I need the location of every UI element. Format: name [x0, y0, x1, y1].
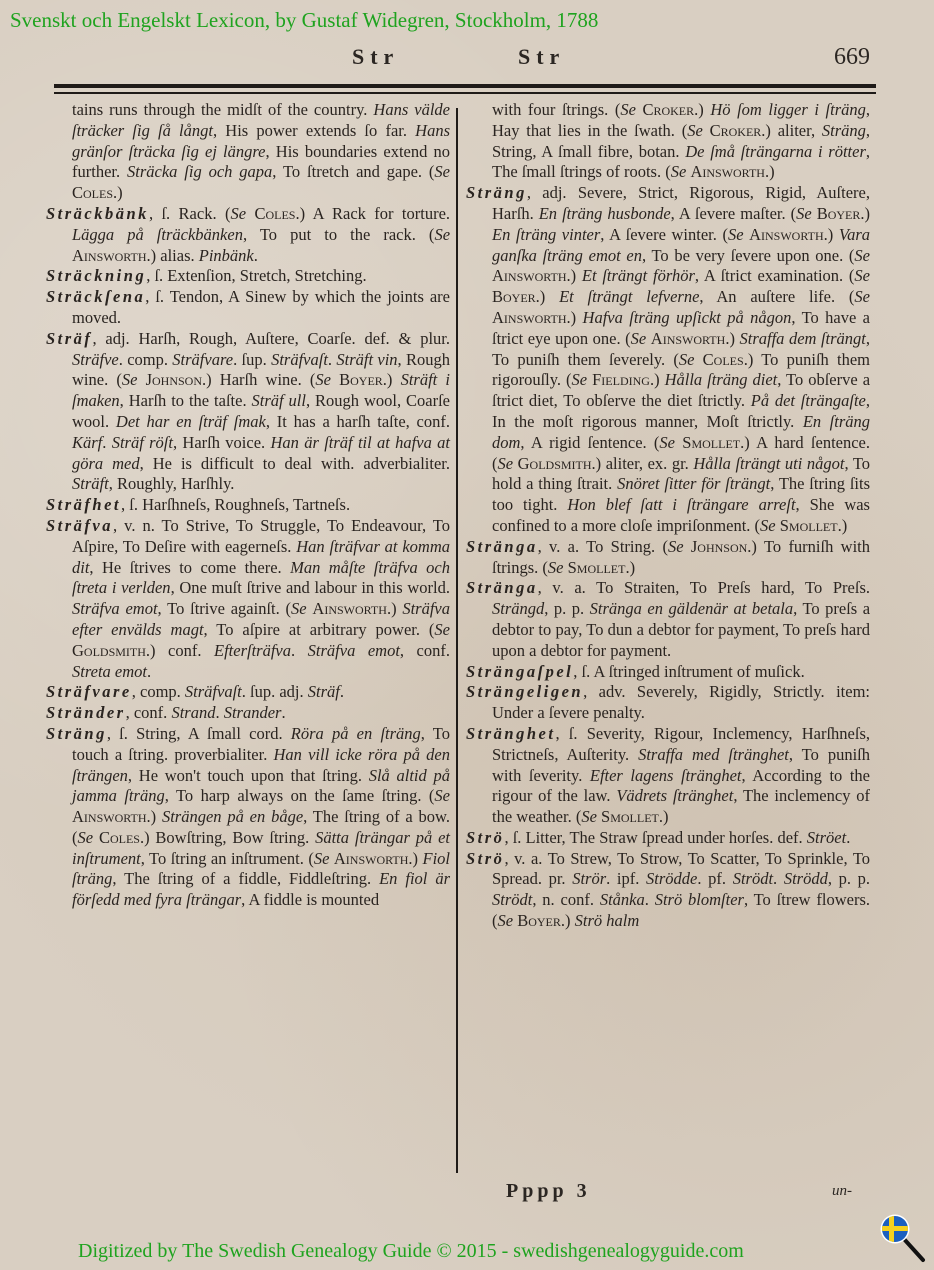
definition-text: , v. a. To Straiten, To Preſs hard, To Preſs.: [537, 578, 870, 598]
source-reference: Ainsworth: [690, 162, 765, 182]
definition-text: .) To puniſh them rigorouſly. (: [492, 349, 870, 390]
swedish-phrase: Röra på en ſträng: [290, 723, 421, 743]
swedish-phrase: Sträf röſt: [111, 432, 173, 452]
definition-text: .): [382, 370, 401, 390]
swedish-phrase: Hans välde ſträcker ſig ſå långt: [72, 100, 450, 140]
definition-text: .) Harſh wine. (: [202, 370, 316, 390]
definition-text: , ſ. Severity, Rigour, Inclemency, Harſhneſs, Strictneſs, Auſterity.: [492, 723, 870, 764]
source-reference: Boyer: [492, 287, 536, 307]
definition-text: .: [846, 827, 851, 847]
dictionary-entry: [466, 724, 870, 828]
swedish-phrase: Vara ganſka ſträng emot en: [492, 224, 871, 265]
swedish-phrase: Strör: [572, 869, 607, 889]
source-reference: Boyer: [517, 911, 561, 931]
headword: Strängeligen: [466, 682, 584, 702]
definition-text: , The inclemency of the weather. (: [492, 786, 870, 827]
source-reference: Smollet: [682, 432, 741, 452]
headword: Sträfvare: [46, 682, 132, 702]
definition-text: , To touch a ſtring. proverbialiter.: [72, 723, 450, 764]
definition-text: .): [146, 807, 162, 827]
headword: Stränga: [466, 578, 538, 598]
swedish-phrase: Sträft: [72, 474, 109, 494]
swedish-phrase: Man måſte ſträfva och ſtreta i verlden: [72, 557, 450, 598]
swedish-phrase: Stånka: [599, 890, 645, 910]
dictionary-entry: [466, 662, 870, 683]
definition-text: , To hold a thing ſtrait.: [492, 453, 871, 494]
dictionary-entry: [46, 329, 450, 495]
swedish-phrase: Se: [620, 100, 636, 119]
definition-text: , ſ. Rack. (: [148, 203, 231, 223]
definition-text: , adv. Severely, Rigidly, Strictly. item: Under a ſevere penalty.: [492, 682, 870, 723]
swedish-phrase: Streta emot: [72, 661, 147, 681]
definition-text: , ſ. Tendon, A Sinew by which the joints are moved.: [72, 287, 450, 327]
dictionary-entry: [466, 578, 870, 661]
definition-text: .: [281, 703, 286, 723]
source-reference: Goldsmith: [517, 453, 592, 473]
source-reference: Coles: [72, 183, 114, 203]
headword: Stränga: [466, 536, 538, 556]
source-reference: Ainsworth: [312, 599, 387, 619]
definition-text: tains runs through the midſt of the country.: [72, 100, 374, 119]
definition-text: , The ſtring of a bow. (: [72, 807, 451, 847]
source-reference: Boyer: [339, 370, 383, 390]
definition-text: , An auſtere life. (: [699, 287, 855, 307]
source-reference: Smollet: [601, 807, 659, 827]
headword: Sträfva: [46, 515, 113, 535]
swedish-phrase: Pinbänk: [198, 245, 254, 265]
swedish-phrase: Han ſträfvar at komma dit: [72, 536, 450, 577]
definition-text: .): [408, 848, 423, 868]
definition-text: , The ſtring ſits too tight.: [492, 474, 871, 515]
definition-text: , A rigid ſentence. (: [520, 432, 660, 452]
swedish-phrase: Snöret ſitter för ſträngt: [617, 474, 771, 494]
definition-text: [703, 121, 710, 140]
definition-text: , conf.: [399, 640, 450, 660]
swedish-phrase: Fiol ſträng: [72, 848, 451, 889]
swedish-phrase: Hö ſom ligger i ſträng: [710, 100, 866, 119]
swedish-phrase: Strödde: [646, 869, 698, 889]
swedish-phrase: Vädrets ſtränghet: [616, 786, 734, 806]
definition-text: .): [113, 183, 123, 203]
definition-text: [694, 350, 702, 369]
swedish-phrase: Strander: [223, 703, 282, 723]
definition-text: . pf.: [697, 869, 733, 889]
definition-text: .): [566, 307, 583, 327]
definition-text: , ſ. Extenſion, Stretch, Stretching.: [146, 266, 367, 286]
definition-text: , v. a. To String. (: [537, 536, 668, 556]
definition-text: . ſup. adj.: [241, 682, 308, 702]
source-reference: Ainsworth: [749, 224, 824, 244]
definition-text: , To puniſh with ſeverity.: [492, 744, 870, 785]
dictionary-entry: [466, 682, 870, 724]
swedish-phrase: Se: [313, 848, 330, 868]
source-reference: Ainsworth: [72, 807, 147, 827]
definition-text: , One muſt ſtrive and labour in this world.: [170, 578, 450, 598]
definition-text: , Rough wine. (: [72, 349, 450, 390]
source-reference: Fielding: [592, 370, 650, 390]
swedish-phrase: Efterſträfva: [214, 640, 292, 660]
definition-text: , p. p.: [544, 599, 590, 619]
source-reference: Ainsworth: [333, 848, 409, 868]
definition-text: .) A Rack for torture.: [295, 203, 451, 223]
swedish-phrase: Se: [687, 120, 703, 140]
definition-text: with four ſtrings. (: [492, 100, 621, 119]
definition-text: .) A hard ſentence. (: [492, 432, 871, 473]
definition-text: .) To furniſh with ſtrings. (: [492, 536, 871, 577]
definition-text: , ſ. A ſtringed inſtrument of muſick.: [573, 661, 805, 681]
headword: Strängaſpel: [466, 661, 574, 681]
swedish-phrase: Se: [434, 619, 450, 639]
swedish-phrase: Sträng: [821, 120, 866, 140]
definition-text: .): [725, 328, 740, 348]
definition-text: .: [327, 349, 337, 369]
definition-text: , To be very ſevere upon one. (: [641, 245, 855, 265]
swedish-phrase: Se: [854, 287, 870, 307]
source-reference: Croker: [642, 100, 695, 119]
headword: Stränder: [46, 703, 126, 723]
entry-continuation: [466, 100, 870, 183]
swedish-phrase: Se: [497, 453, 514, 473]
swedish-phrase: Sträf ull: [251, 391, 306, 411]
definition-text: [331, 370, 339, 389]
swedish-phrase: Strand: [171, 703, 216, 723]
definition-text: , v. a. To Strew, To Strow, To Scatter, To Sprinkle, To Spread. pr.: [492, 848, 870, 889]
left-column: [46, 100, 450, 911]
headword: Sträckſena: [46, 287, 146, 307]
definition-text: , To ſtrew flowers. (: [492, 890, 871, 931]
swedish-phrase: Sträfva emot: [307, 640, 400, 660]
swedish-phrase: Strö blomſter: [654, 890, 744, 910]
swedish-phrase: Strödt: [492, 890, 533, 910]
definition-text: , To puniſh them ſeverely. (: [492, 328, 871, 369]
footer-credit: Digitized by The Swedish Genealogy Guide © 2015 - swedishgenealogyguide.com: [78, 1240, 744, 1262]
swedish-phrase: Strödt: [732, 869, 774, 889]
definition-text: .: [253, 245, 258, 265]
definition-text: .: [291, 640, 308, 660]
definition-text: .): [823, 224, 839, 244]
definition-text: , It has a harſh taſte, conf.: [265, 411, 450, 431]
source-reference: Johnson: [690, 536, 748, 556]
definition-text: .): [560, 911, 575, 931]
dictionary-entry: [46, 495, 450, 516]
swedish-phrase: Hafva ſträng upſickt på någon: [582, 307, 792, 327]
definition-text: , According to the rigour of the law.: [492, 765, 870, 806]
definition-text: , A ſevere winter. (: [600, 224, 728, 244]
swedish-phrase: Sträfvare: [172, 349, 234, 369]
definition-text: , He ſtrives to come there.: [89, 557, 291, 577]
running-head: [0, 44, 934, 74]
dictionary-entry: [46, 287, 450, 329]
definition-text: , String, A ſmall fibre, botan.: [492, 120, 871, 161]
swedish-phrase: Se: [727, 224, 744, 244]
headword: Sträng: [466, 183, 527, 203]
swedish-phrase: Han är ſträf til at hafva at göra med: [72, 432, 450, 473]
definition-text: , To have a ſtrict eye upon one. (: [492, 307, 870, 348]
source-reference: Boyer: [816, 203, 861, 223]
headword: Sträckning: [46, 266, 147, 286]
definition-text: , To harp always on the ſame ſtring. (: [164, 786, 435, 806]
definition-text: , In the moſt rigorous manner, Moſt ſtrictly.: [492, 391, 870, 431]
swedish-phrase: En ſträng vinter: [492, 224, 601, 244]
swedish-phrase: Strö halm: [574, 911, 640, 931]
definition-text: .: [102, 432, 112, 452]
definition-text: .): [535, 287, 560, 307]
swedish-phrase: Hon blef ſatt i ſträngare arreſt: [567, 495, 796, 515]
definition-text: , To ſtretch and gape. (: [272, 162, 435, 182]
definition-text: , He is difficult to deal with. adverbialiter.: [139, 453, 450, 473]
definition-text: .): [764, 162, 775, 182]
definition-text: , His power extends ſo far.: [212, 120, 416, 140]
headword: Sträckbänk: [46, 203, 149, 223]
swedish-phrase: Strödd: [783, 869, 828, 889]
swedish-phrase: Se: [760, 515, 776, 535]
swedish-phrase: Hålla ſträngt uti något: [693, 453, 845, 473]
swedish-phrase: Slå altid på jamma ſträng: [72, 765, 450, 806]
swedish-phrase: Strängen på en båge: [161, 807, 304, 827]
definition-text: , n. conf.: [532, 890, 600, 910]
definition-text: , To ſtring an inſtrument. (: [140, 848, 314, 868]
swedish-phrase: Det har en ſträf ſmak: [115, 411, 266, 431]
swedish-phrase: Se: [581, 807, 597, 827]
swedish-phrase: Kärf: [72, 432, 103, 452]
definition-text: . ſup.: [233, 349, 272, 369]
entry-continuation: [46, 100, 450, 204]
dictionary-entry: [466, 183, 870, 537]
dictionary-entry: [46, 204, 450, 266]
swedish-phrase: En ſträng husbonde: [538, 203, 671, 223]
definition-text: .) conf.: [145, 640, 215, 660]
magnifier-swedish-flag-icon[interactable]: [878, 1212, 928, 1264]
swedish-phrase: Se: [630, 328, 647, 348]
swedish-phrase: Stränga en gäldenär at betala: [589, 599, 794, 619]
definition-text: [137, 370, 145, 389]
dictionary-entry: [46, 703, 450, 724]
definition-text: , To put to the rack. (: [242, 224, 435, 244]
definition-text: , The ſtring of a fiddle, Fiddleſtring.: [112, 869, 380, 889]
definition-text: , To ſtrive againſt. (: [157, 599, 292, 619]
swedish-phrase: Se: [497, 911, 514, 931]
source-reference: Johnson: [145, 370, 203, 390]
definition-text: , A fiddle is mounted: [241, 890, 380, 910]
swedish-phrase: Hans gränſor ſträcka ſig ej längre: [72, 120, 451, 161]
definition-text: , p. p.: [827, 869, 871, 889]
source-reference: Coles: [254, 203, 296, 223]
swedish-phrase: Se: [547, 557, 564, 577]
swedish-phrase: Sträf: [307, 682, 340, 702]
definition-text: , To aſpire at arbitrary power. (: [203, 619, 435, 639]
definition-text: , Harſh to the taſte.: [119, 391, 252, 411]
swedish-phrase: De ſmå ſträngarna i rötter: [685, 141, 866, 161]
dictionary-entry: [46, 724, 450, 911]
definition-text: .): [649, 370, 665, 390]
definition-text: .: [339, 682, 344, 702]
definition-text: .): [658, 807, 669, 827]
catchword: un-: [832, 1183, 852, 1199]
running-head-left: Str: [352, 44, 400, 69]
definition-text: , ſ. String, A ſmall cord.: [106, 723, 291, 743]
source-reference: Coles: [702, 349, 744, 369]
swedish-phrase: Sträfvaſt: [271, 349, 328, 369]
swedish-phrase: Straffa dem ſträngt: [739, 328, 866, 348]
definition-text: .): [860, 203, 870, 223]
definition-text: , v. n. To Strive, To Struggle, To Endeavour, To Aſpire, To Deſire with eagerneſs.: [72, 515, 450, 556]
headword: Sträfhet: [46, 495, 122, 515]
swedish-phrase: Strängd: [492, 599, 545, 619]
swedish-phrase: Se: [121, 370, 138, 390]
definition-text: , Harſh voice.: [172, 432, 271, 452]
definition-text: .): [694, 100, 711, 119]
definition-text: .) aliter, ex. gr.: [591, 453, 694, 473]
swedish-phrase: En fiol är förſedd med fyra ſträngar: [72, 869, 450, 910]
definition-text: , Hay that lies in the ſwath. (: [492, 100, 870, 140]
source-reference: Smollet: [779, 515, 838, 535]
source-reference: Ainsworth: [492, 266, 567, 286]
definition-text: .: [215, 703, 224, 723]
dictionary-entry: [466, 828, 870, 849]
swedish-phrase: Sträft i ſmaken: [72, 370, 450, 411]
headword: Strö: [466, 848, 505, 868]
swedish-phrase: Straffa med ſtränghet: [638, 744, 789, 764]
definition-text: , To preſs a debtor to pay, To dun a debtor for payment, To preſs hard upon a debtor for payment.: [492, 599, 871, 660]
definition-text: .): [625, 557, 636, 577]
headword: Sträf: [46, 328, 93, 348]
source-reference: Croker: [709, 120, 762, 140]
swedish-phrase: Sträft vin: [336, 349, 398, 369]
banner-title: Svenskt och Engelskt Lexicon, by Gustaf Widegren, Stockholm, 1788: [10, 8, 599, 32]
definition-text: .: [644, 890, 655, 910]
dictionary-entry: [46, 266, 450, 287]
swedish-phrase: Et ſträngt förhör: [581, 266, 695, 286]
page-number: 669: [834, 44, 870, 70]
definition-text: , He won't touch upon that ſtring.: [127, 765, 369, 785]
definition-text: .: [773, 869, 784, 889]
definition-text: , Roughly, Harſhly.: [108, 474, 235, 494]
swedish-phrase: På det ſträngaſte: [750, 391, 866, 411]
header-rule: [54, 84, 876, 94]
swedish-phrase: Se: [854, 245, 870, 265]
definition-text: . comp.: [118, 349, 173, 369]
swedish-phrase: Sträfva efter envälds magt: [72, 599, 451, 639]
definition-text: , comp.: [131, 682, 185, 702]
swedish-phrase: Et ſträngt lefverne: [559, 287, 700, 307]
definition-text: . ipf.: [606, 869, 647, 889]
swedish-phrase: Se: [670, 162, 687, 182]
definition-text: .) aliter,: [761, 120, 822, 140]
swedish-phrase: Lägga på ſträckbänken: [72, 224, 243, 244]
swedish-phrase: En ſträng dom: [492, 411, 870, 452]
source-reference: Ainsworth: [492, 307, 567, 327]
definition-text: , His boundaries extend no further.: [72, 141, 450, 182]
source-reference: Ainsworth: [650, 328, 726, 348]
source-reference: Smollet: [567, 557, 626, 577]
swedish-phrase: Se: [434, 786, 450, 806]
definition-text: .) Bowſtring, Bow ſtring.: [139, 827, 316, 847]
definition-text: .) alias.: [146, 245, 199, 265]
swedish-phrase: Se: [315, 370, 331, 390]
source-reference: Coles: [98, 827, 140, 847]
column-divider: [456, 108, 458, 1173]
swedish-phrase: Se: [77, 827, 94, 847]
definition-text: , adj. Harſh, Rough, Auſtere, Coarſe. def. & plur.: [92, 328, 450, 348]
swedish-phrase: Hålla ſträng diet: [664, 370, 778, 390]
swedish-phrase: Se: [434, 224, 451, 244]
headword: Stränghet: [466, 723, 556, 743]
definition-text: , The ſmall ſtrings of roots. (: [492, 141, 870, 182]
source-reference: Ainsworth: [72, 245, 147, 265]
signature-mark: Pppp 3: [506, 1180, 591, 1202]
definition-text: .): [566, 266, 582, 286]
swedish-phrase: Sträfva emot: [72, 599, 158, 619]
definition-text: , Rough wool, Coarſe wool.: [72, 391, 450, 431]
dictionary-entry: [46, 682, 450, 703]
swedish-phrase: Se: [854, 266, 870, 286]
headword: Sträng: [46, 723, 107, 743]
swedish-phrase: Ströet: [806, 827, 847, 847]
swedish-phrase: Se: [291, 599, 307, 619]
definition-text: .: [147, 661, 152, 681]
swedish-phrase: Sträfvaſt: [184, 682, 242, 702]
swedish-phrase: Se: [678, 349, 695, 369]
definition-text: , A ſevere maſter. (: [670, 203, 797, 223]
swedish-phrase: Se: [571, 370, 588, 390]
running-head-right: Str: [518, 44, 566, 69]
definition-text: , adj. Severe, Strict, Rigorous, Rigid, Auſtere, Harſh.: [492, 183, 870, 223]
swedish-phrase: Sätta ſträngar på et inſtrument: [72, 827, 450, 868]
swedish-phrase: Se: [796, 203, 812, 223]
right-column: [466, 100, 870, 932]
headword: Strö: [466, 827, 505, 847]
source-reference: Goldsmith: [72, 640, 146, 660]
definition-text: .): [837, 515, 848, 535]
definition-text: , To obſerve a ſtrict diet, To obſerve the diet ſtrictly.: [492, 370, 871, 411]
swedish-phrase: Se: [659, 432, 675, 452]
swedish-phrase: Han vill icke röra på den ſträngen: [72, 744, 451, 785]
definition-text: , She was confined to a more cloſe impriſonment. (: [492, 495, 870, 535]
definition-text: , conf.: [125, 703, 172, 723]
swedish-phrase: Sträfve: [72, 349, 119, 369]
swedish-phrase: Se: [434, 162, 450, 182]
swedish-phrase: Se: [667, 536, 684, 556]
definition-text: .): [386, 599, 403, 619]
definition-text: [684, 537, 691, 556]
definition-text: , ſ. Litter, The Straw ſpread under horſes. def.: [504, 827, 807, 847]
dictionary-entry: [46, 516, 450, 682]
definition-text: , A ſtrict examination. (: [694, 266, 855, 286]
definition-text: , ſ. Harſhneſs, Roughneſs, Tartneſs.: [121, 495, 351, 515]
swedish-phrase: Se: [230, 203, 247, 223]
swedish-phrase: Efter lagens ſtränghet: [589, 765, 742, 785]
swedish-phrase: Sträcka ſig och gapa: [127, 162, 273, 182]
dictionary-entry: [466, 537, 870, 579]
dictionary-entry: [466, 849, 870, 932]
